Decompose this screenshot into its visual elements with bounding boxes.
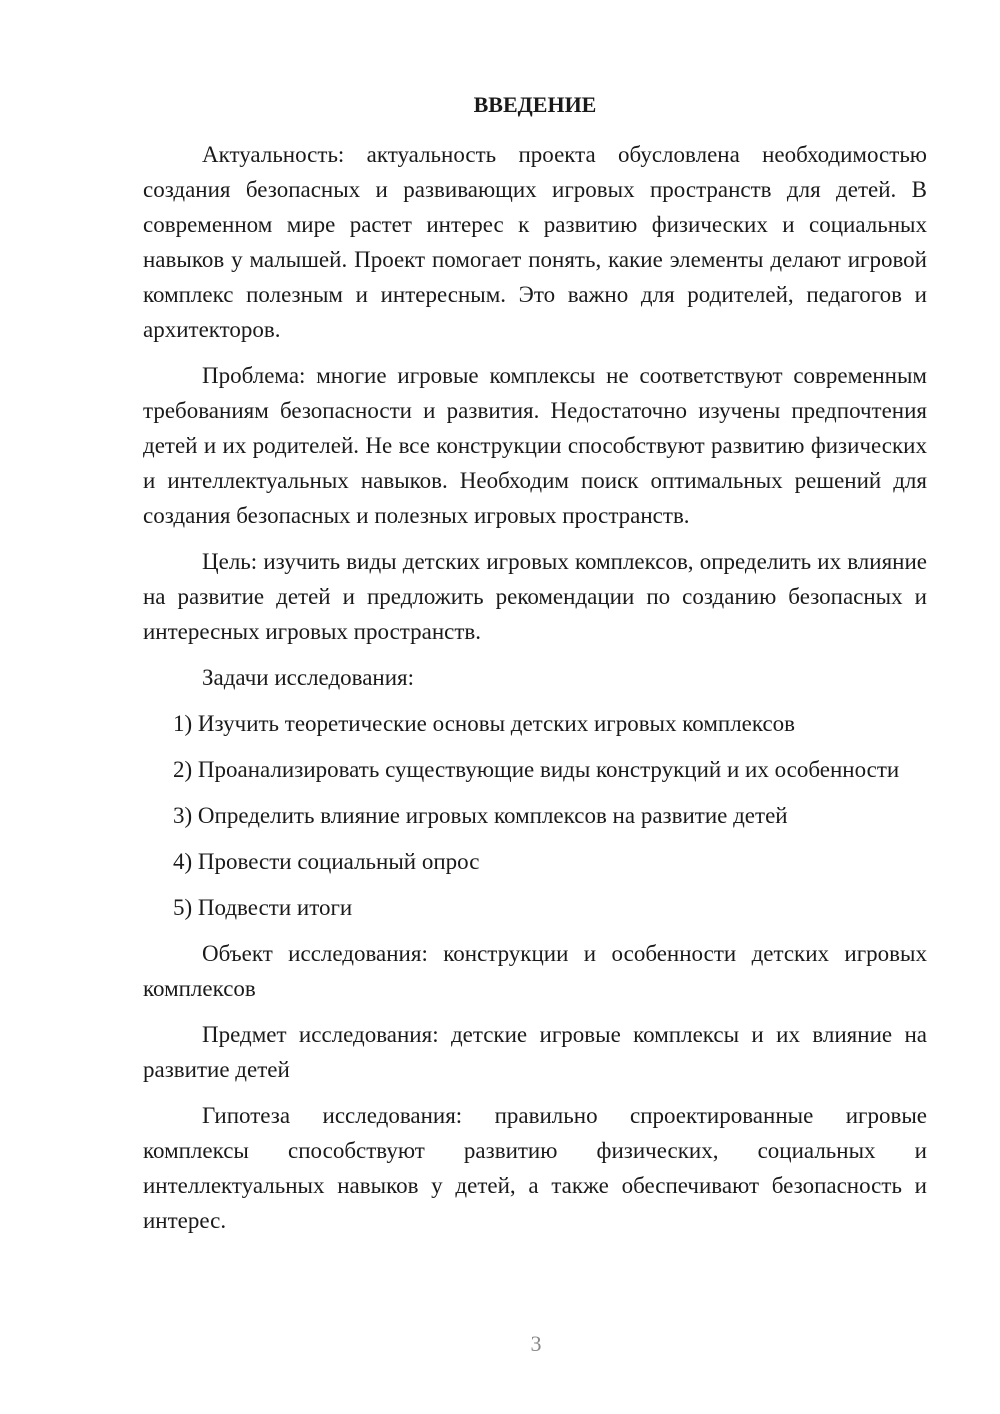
task-item: 4) Провести социальный опрос	[173, 849, 480, 874]
page-number: 3	[530, 1331, 542, 1356]
hypothesis-paragraph: Гипотеза исследования: правильно спроектированные игровые комплексы способствуют развитию физических, социальных и интеллектуальных навыков у детей, а также обеспечивают безопасность и интерес.	[143, 1103, 927, 1233]
problem-paragraph: Проблема: многие игровые комплексы не соответствуют современным требованиям безопасности и развития. Недостаточно изучены предпочтения детей и их родителей. Не все конструкции способствуют развитию физических и интеллектуальных навыков. Необходим поиск оптимальных решений для создания безопасных и полезных игровых пространств.	[143, 363, 927, 528]
tasks-heading: Задачи исследования:	[202, 665, 415, 690]
task-item: 5) Подвести итоги	[173, 895, 353, 920]
task-item: 1) Изучить теоретические основы детских игровых комплексов	[173, 711, 796, 736]
document-page	[143, 90, 927, 1249]
relevance-paragraph: Актуальность: актуальность проекта обусловлена необходимостью создания безопасных и развивающих игровых пространств для детей. В современном мире растет интерес к развитию физических и социальных навыков у малышей. Проект помогает понять, какие элементы делают игровой комплекс полезным и интересным. Это важно для родителей, педагогов и архитекторов.	[143, 142, 927, 342]
goal-paragraph: Цель: изучить виды детских игровых комплексов, определить их влияние на развитие детей и предложить рекомендации по созданию безопасных и интересных игровых пространств.	[143, 549, 927, 644]
object-paragraph: Объект исследования: конструкции и особенности детских игровых комплексов	[143, 941, 927, 1001]
subject-paragraph: Предмет исследования: детские игровые комплексы и их влияние на развитие детей	[143, 1022, 927, 1082]
task-item: 3) Определить влияние игровых комплексов на развитие детей	[173, 803, 788, 828]
task-item: 2) Проанализировать существующие виды конструкций и их особенности	[173, 757, 900, 782]
section-title: ВВЕДЕНИЕ	[473, 92, 597, 117]
